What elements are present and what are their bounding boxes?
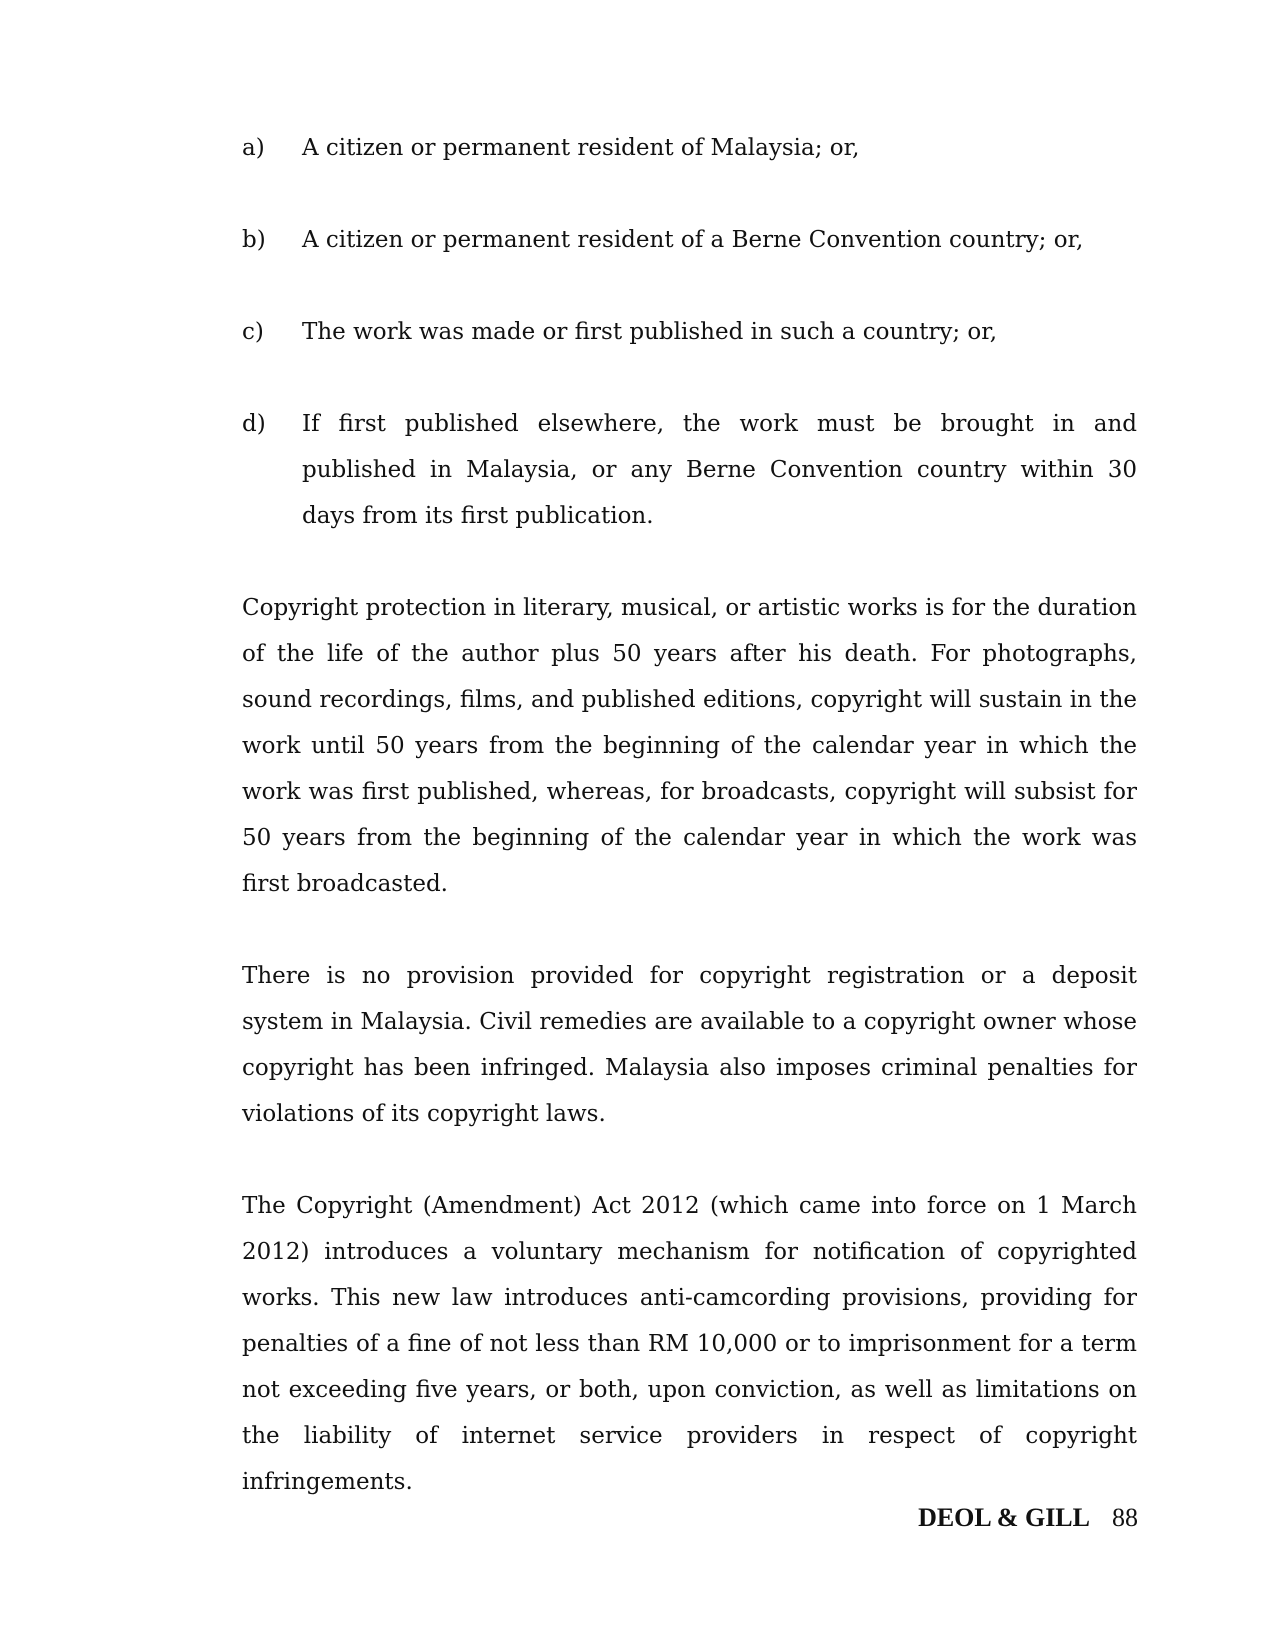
paragraph-amendment-act: The Copyright (Amendment) Act 2012 (which came into force on 1 March 2012) introduces a voluntary mechanism for notification of copyrighted works. This new law introduces anti-camcording provisions, providing for penalties of a fine of not less than RM 10,000 or to imprisonment for a term not exceeding five years, or both, upon conviction, as well as limitations on the liability of internet service providers in respect of copyright infringements. [242,1193,1137,1495]
list-marker: b) [242,227,266,253]
list-marker: a) [242,135,265,161]
list-item-text: If first published elsewhere, the work must be brought in and published in Malaysia, or any Berne Convention country within 30 days from its first publication. [302,411,1137,529]
paragraph-copyright-duration: Copyright protection in literary, musical, or artistic works is for the duration of the life of the author plus 50 years after his death. For photographs, sound recordings, films, and published editions, copyright will sustain in the work until 50 years from the beginning of the calendar year in which the work was first published, whereas, for broadcasts, copyright will subsist for 50 years from the beginning of the calendar year in which the work was first broadcasted. [242,595,1137,897]
firm-name: DEOL & GILL [918,1503,1090,1532]
list-item-text: A citizen or permanent resident of Malaysia; or, [302,135,860,161]
page-body [242,125,1137,1505]
list-item-a [242,125,1137,171]
list-item-b [242,217,1137,263]
list-item-c [242,309,1137,355]
list-marker: d) [242,411,266,437]
list-marker: c) [242,319,264,345]
list-item-text: The work was made or first published in such a country; or, [302,319,998,345]
page-number: 88 [1112,1503,1138,1532]
page-footer [918,1502,1138,1534]
list-item-text: A citizen or permanent resident of a Berne Convention country; or, [302,227,1084,253]
list-item-d [242,401,1137,539]
paragraph-registration-remedies: There is no provision provided for copyright registration or a deposit system in Malaysia. Civil remedies are available to a copyright owner whose copyright has been infringed. Malaysia also imposes criminal penalties for violations of its copyright laws. [242,963,1137,1127]
